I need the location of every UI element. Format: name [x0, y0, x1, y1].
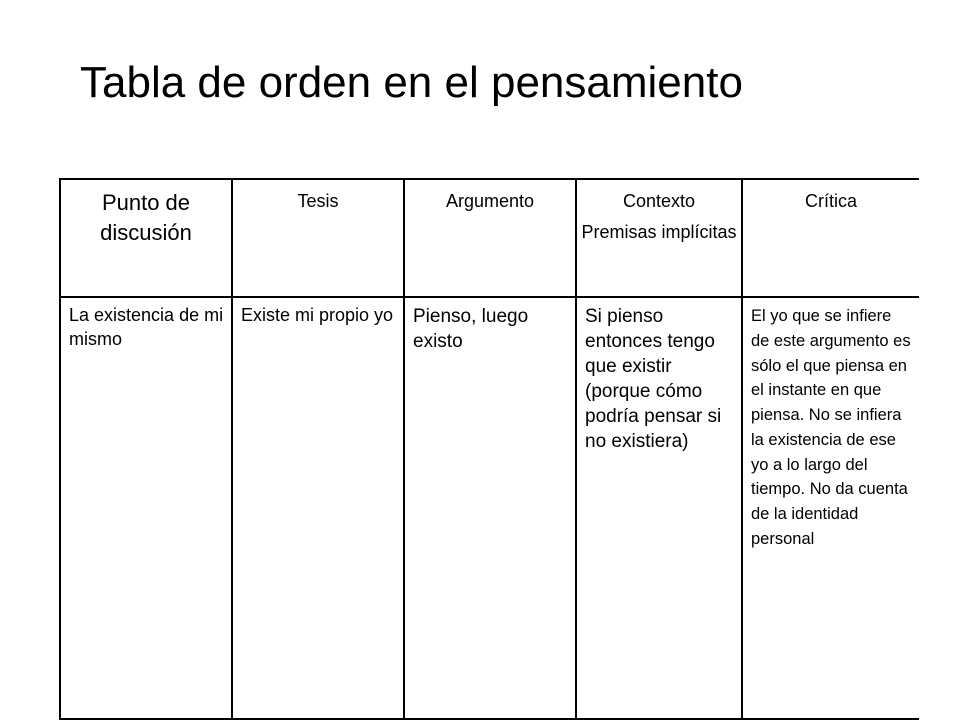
cell-contexto-text: Si pienso entonces tengo que existir (porque cómo podría pensar si no existiera): [585, 306, 722, 453]
table-header-row: [60, 179, 919, 297]
header-critica: [742, 179, 919, 297]
cell-argumento-text: Pienso, luego existo: [413, 306, 529, 353]
header-premisas-label: Premisas implícitas: [581, 222, 737, 243]
cell-critica-text: El yo que se infiere de este argumento es sólo el que piensa en el instante en que piensa. No se infiera la existencia de ese yo a lo largo del tiempo. No da cuenta de la identidad personal: [751, 307, 911, 548]
header-argumento-label: Argumento: [445, 191, 535, 211]
header-punto-label: Punto de discusión: [100, 190, 192, 245]
cell-tesis-text: Existe mi propio yo: [241, 305, 394, 325]
header-critica-label: Crítica: [804, 191, 857, 211]
header-tesis: [232, 179, 404, 297]
header-argumento: [404, 179, 576, 297]
slide-title: Tabla de orden en el pensamiento: [80, 58, 743, 107]
table-row: [60, 297, 919, 719]
table-container: [59, 178, 919, 720]
cell-contexto: [576, 297, 742, 719]
cell-argumento: [404, 297, 576, 719]
cell-punto-text: La existencia de mi mismo: [69, 305, 224, 349]
cell-tesis: [232, 297, 404, 719]
header-contexto: [576, 179, 742, 297]
thought-order-table: [59, 178, 919, 720]
cell-critica: [742, 297, 919, 719]
header-tesis-label: Tesis: [297, 191, 339, 211]
header-punto-de-discusion: [60, 179, 232, 297]
header-contexto-label: Contexto: [622, 191, 696, 211]
cell-punto: [60, 297, 232, 719]
